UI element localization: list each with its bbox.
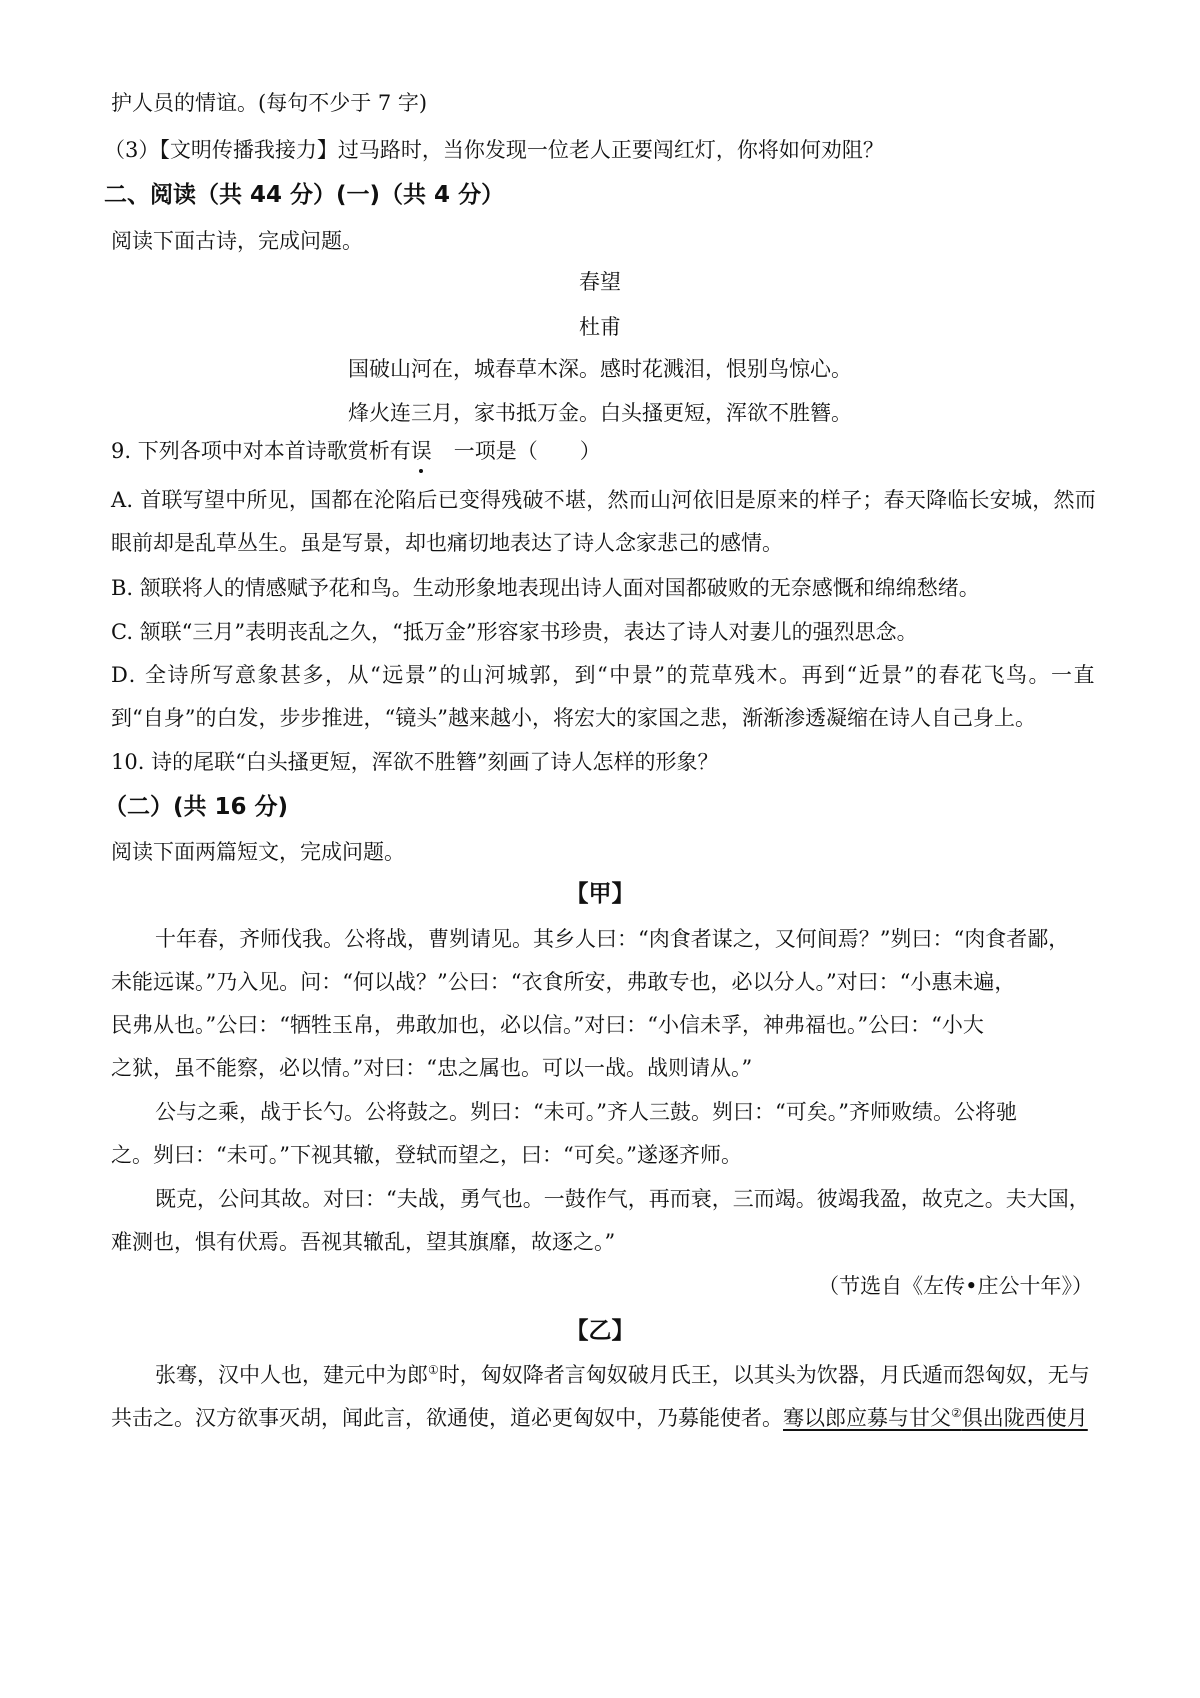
passage-line: 既克，公问其故。对曰：“夫战，勇气也。一鼓作气，再而衰，三而竭。彼竭我盈，故克之。夫大国，: [155, 1187, 1090, 1211]
passage-line: [155, 1360, 1090, 1390]
poem-line: 国破山河在，城春草木深。感时花溅泪，恨别鸟惊心。: [348, 357, 852, 381]
option-a-cont: 眼前却是乱草丛生。虽是写景，却也痛切地表达了诗人念家悲己的感情。: [111, 531, 783, 555]
passage-line: 未能远谋。”乃入见。问：“何以战？”公曰：“衣食所安，弗敢专也，必以分人。”对曰：“小惠未遍，: [111, 970, 1016, 994]
poem-title: 春望: [579, 270, 621, 294]
passage-text: 共击之。汉方欲事灭胡，闻此言，欲通使，道必更匈奴中，乃募能使者。: [111, 1406, 783, 1430]
passage-jia-title: 【甲】: [565, 881, 635, 907]
instruction-poem: 阅读下面古诗，完成问题。: [111, 229, 363, 253]
section-heading-2: （二）(共 16 分): [104, 794, 289, 820]
passage-line: [111, 1403, 1088, 1433]
question-9-text: 9. 下列各项中对本首诗歌赏析有: [111, 439, 411, 463]
question-9-text: 一项是（ ）: [453, 439, 601, 463]
poem-line: 烽火连三月，家书抵万金。白头搔更短，浑欲不胜簪。: [348, 401, 852, 425]
underlined-sentence: [783, 1406, 1088, 1430]
question-10: 10. 诗的尾联“白头搔更短，浑欲不胜簪”刻画了诗人怎样的形象？: [111, 750, 719, 774]
question-3: （3）【文明传播我接力】过马路时，当你发现一位老人正要闯红灯，你将如何劝阻？: [104, 138, 884, 162]
passage-line: 公与之乘，战于长勺。公将鼓之。刿曰：“未可。”齐人三鼓。刿曰：“可矣。”齐师败绩。公将驰: [155, 1100, 1017, 1124]
passage-line: 之狱，虽不能察，必以情。”对曰：“忠之属也。可以一战。战则请从。”: [111, 1056, 753, 1080]
emphasis-dot-char: 误: [411, 436, 432, 466]
option-d-cont: 到“自身”的白发，步步推进，“镜头”越来越小，将宏大的家国之悲，渐渐渗透凝缩在诗人自己身上。: [111, 706, 1036, 730]
passage-line: 十年春，齐师伐我。公将战，曹刿请见。其乡人曰：“肉食者谋之，又何间焉？”刿曰：“肉食者鄙，: [155, 927, 1070, 951]
footnote-marker: ①: [428, 1363, 439, 1377]
option-d: D. 全诗所写意象甚多，从“远景”的山河城郭，到“中景”的荒草残木。再到“近景”的春花飞鸟。一直: [111, 663, 1096, 687]
poem-author: 杜甫: [579, 315, 621, 339]
section-heading-reading: 二、阅读（共 44 分）(一)（共 4 分）: [104, 182, 505, 208]
passage-line: 之。刿曰：“未可。”下视其辙，登轼而望之，曰：“可矣。”遂逐齐师。: [111, 1143, 742, 1167]
text-line: 护人员的情谊。(每句不少于 7 字): [111, 91, 428, 115]
passage-source: （节选自《左传•庄公十年》）: [818, 1274, 1093, 1298]
passage-line: 难测也，惧有伏焉。吾视其辙乱，望其旗靡，故逐之。”: [111, 1230, 616, 1254]
option-c: C. 颔联“三月”表明丧乱之久，“抵万金”形容家书珍贵，表达了诗人对妻儿的强烈思念。: [111, 620, 918, 644]
passage-text: 俱出陇西使月: [961, 1406, 1088, 1430]
passage-yi-title: 【乙】: [565, 1318, 635, 1344]
option-a: A. 首联写望中所见，国都在沦陷后已变得残破不堪，然而山河依旧是原来的样子；春天降临长安城，然而: [111, 488, 1096, 512]
instruction-texts: 阅读下面两篇短文，完成问题。: [111, 840, 405, 864]
question-9: [111, 436, 601, 466]
passage-text: 时，匈奴降者言匈奴破月氏王，以其头为饮器，月氏遁而怨匈奴，无与: [438, 1363, 1090, 1387]
passage-text: 骞以郎应募与甘父: [783, 1406, 951, 1430]
passage-line: 民弗从也。”公曰：“牺牲玉帛，弗敢加也，必以信。”对曰：“小信未孚，神弗福也。”公曰：“小大: [111, 1013, 984, 1037]
footnote-marker: ②: [951, 1406, 962, 1420]
passage-text: 张骞，汉中人也，建元中为郎: [155, 1363, 428, 1387]
option-b: B. 颔联将人的情感赋予花和鸟。生动形象地表现出诗人面对国都破败的无奈感慨和绵绵愁绪。: [111, 576, 980, 600]
